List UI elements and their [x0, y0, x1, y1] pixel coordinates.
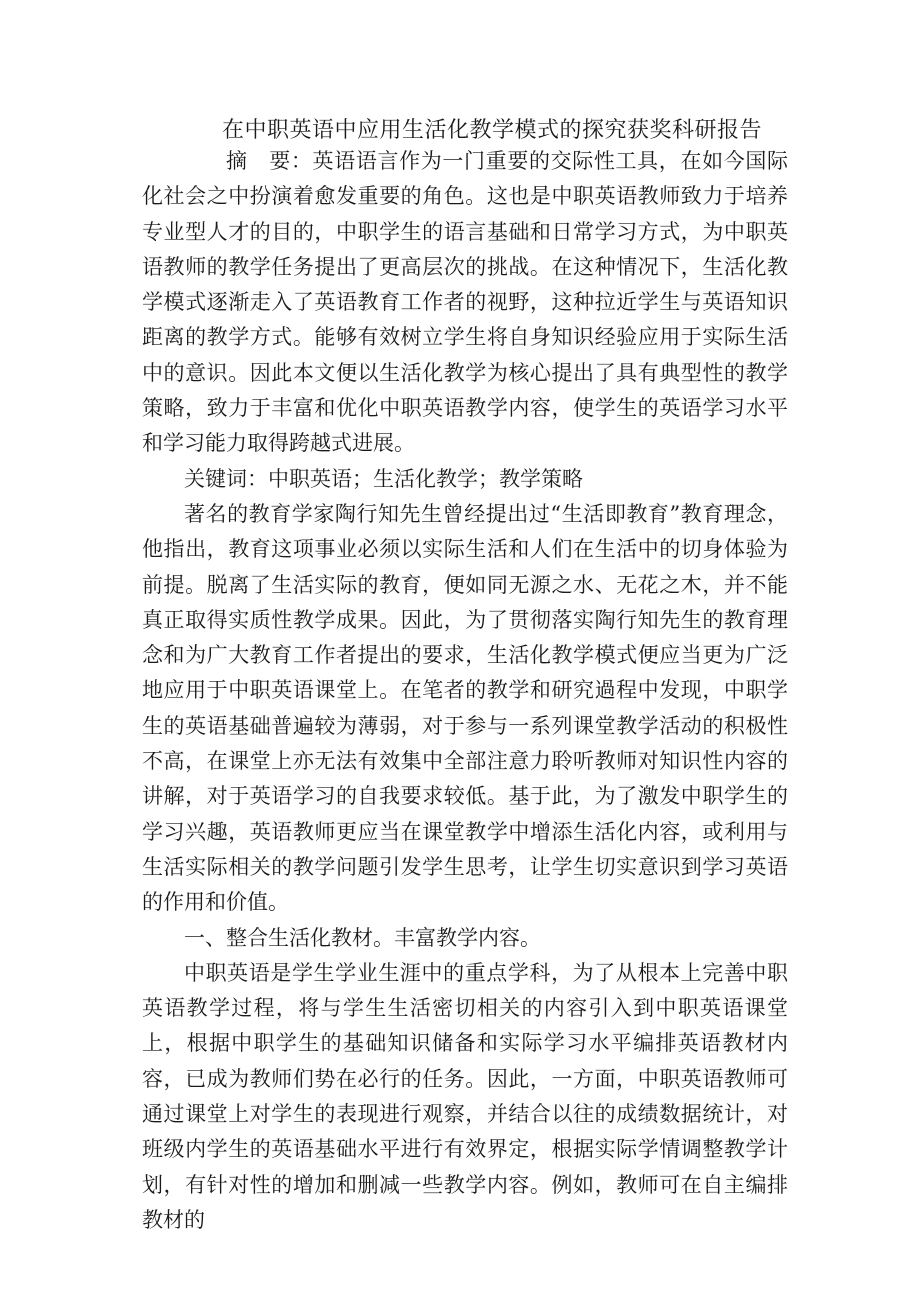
- section-heading: 一、整合生活化教材。丰富教学内容。: [184, 925, 541, 950]
- section-paragraph: 中职英语是学生学业生涯中的重点学科，为了从根本上完善中职英语教学过程，将与学生生活密切相关的内容引入到中职英语课堂上，根据中职学生的基础知识储备和实际学习水平编排英语教材内容，已成为教师们势在必行的任务。因此，一方面，中职英语教师可通过课堂上对学生的表现进行观察，并结合以往的成绩数据统计，对班级内学生的英语基础水平进行有效界定，根据实际学情调整教学计划，有针对性的增加和删减一些教学内容。例如，教师可在自主编排教材的: [142, 960, 788, 1232]
- intro-paragraph: 著名的教育学家陶行知先生曾经提出过“生活即教育”教育理念，他指出，教育这项事业必须以实际生活和人们在生活中的切身体验为前提。脱离了生活实际的教育，便如同无源之水、无花之木，并不能真正取得实质性教学成果。因此，为了贯彻落实陶行知先生的教育理念和为广大教育工作者提出的要求，生活化教学模式便应当更为广泛地应用于中职英语课堂上。在笔者的教学和研究過程中发现，中职学生的英语基础普遍较为薄弱，对于参与一系列课堂教学活动的积极性不高，在课堂上亦无法有效集中全部注意力聆听教师对知识性内容的讲解，对于英语学习的自我要求较低。基于此，为了激发中职学生的学习兴趣，英语教师更应当在课堂教学中增添生活化内容，或利用与生活实际相关的教学问题引发学生思考，让学生切实意识到学习英语的作用和价值。: [142, 501, 788, 915]
- document-title: 在中职英语中应用生活化教学模式的探究获奖科研报告: [222, 118, 763, 143]
- document-body: [142, 144, 788, 1238]
- keywords-paragraph: 关键词：中职英语；生活化教学；教学策略: [184, 466, 583, 491]
- abstract-paragraph: 摘 要：英语语言作为一门重要的交际性工具，在如今国际化社会之中扮演着愈发重要的角色。这也是中职英语教师致力于培养专业型人才的目的，中职学生的语言基础和日常学习方式，为中职英语教师的教学任务提出了更高层次的挑战。在这种情况下，生活化教学模式逐渐走入了英语教育工作者的视野，这种拉近学生与英语知识距离的教学方式。能够有效树立学生将自身知识经验应用于实际生活中的意识。因此本文便以生活化教学为核心提出了具有典型性的教学策略，致力于丰富和优化中职英语教学内容，使学生的英语学习水平和学习能力取得跨越式进展。: [142, 149, 788, 456]
